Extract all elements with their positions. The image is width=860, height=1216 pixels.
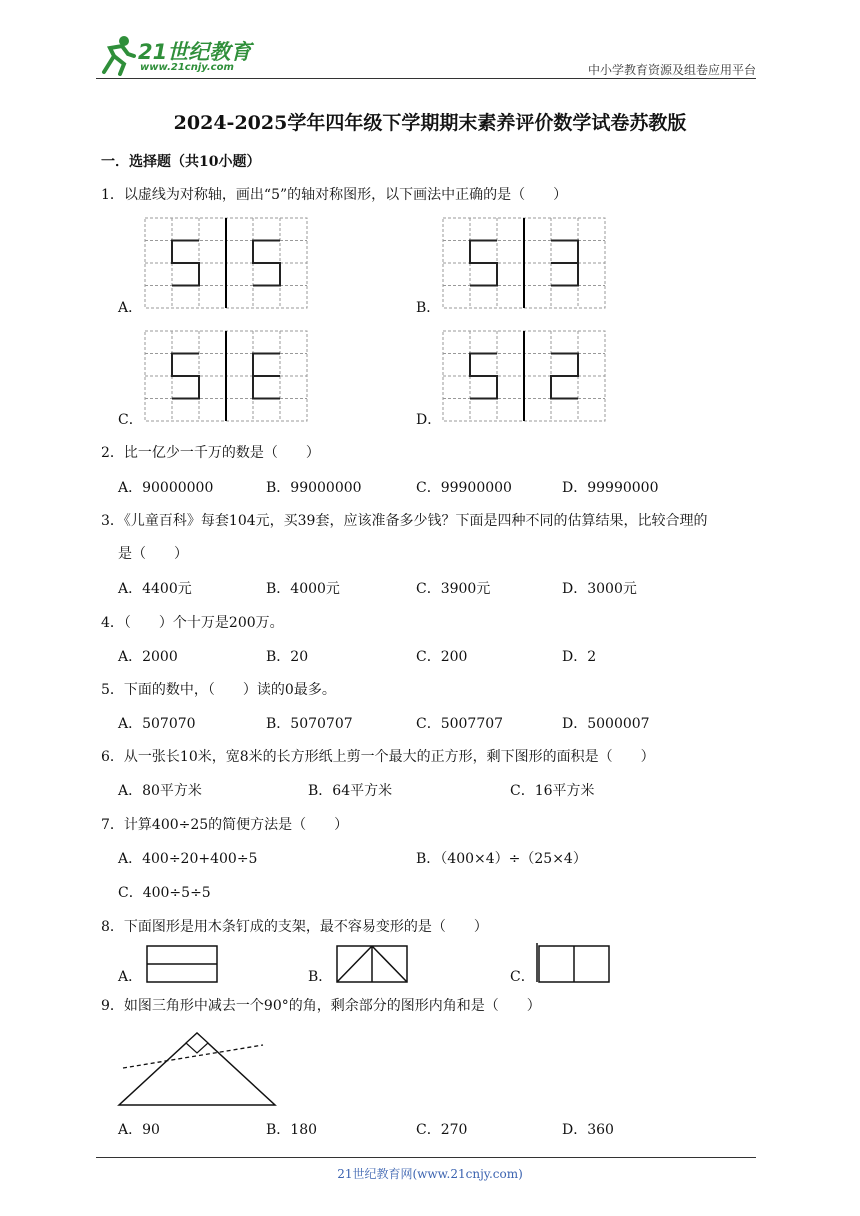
q1-figure-c <box>145 331 307 421</box>
q1-option-d[interactable]: D． <box>416 412 442 428</box>
header-divider <box>96 78 756 79</box>
footer-divider <box>96 1157 756 1158</box>
q1-figure-d <box>443 331 605 421</box>
q5-option-c[interactable]: C．5007707 <box>416 716 504 732</box>
section-heading: 一．选择题（共10小题） <box>101 154 261 170</box>
question-2: 2．比一亿少一千万的数是（ ） <box>101 445 320 461</box>
question-3-cont: 是（ ） <box>118 546 188 562</box>
question-6: 6．从一张长10米，宽8米的长方形纸上剪一个最大的正方形，剩下图形的面积是（ ） <box>101 749 655 765</box>
q6-option-b[interactable]: B．64平方米 <box>308 783 393 799</box>
question-1: 1．以虚线为对称轴，画出“5”的轴对称图形，以下画法中正确的是（ ） <box>101 187 568 203</box>
q9-option-d[interactable]: D．360 <box>562 1122 614 1138</box>
q2-option-a[interactable]: A．90000000 <box>118 480 214 496</box>
q4-option-b[interactable]: B．20 <box>266 649 309 665</box>
runner-logo-icon <box>96 34 136 74</box>
q5-option-a[interactable]: A．507070 <box>118 716 196 732</box>
q7-option-b[interactable]: B．（400×4）÷（25×4） <box>416 851 587 867</box>
q3-option-d[interactable]: D．3000元 <box>562 581 637 597</box>
q9-option-c[interactable]: C．270 <box>416 1122 468 1138</box>
q6-option-c[interactable]: C．16平方米 <box>510 783 595 799</box>
q5-option-b[interactable]: B．5070707 <box>266 716 353 732</box>
q3-option-a[interactable]: A．4400元 <box>118 581 192 597</box>
q1-option-c[interactable]: C． <box>118 412 143 428</box>
q2-option-d[interactable]: D．99990000 <box>562 480 659 496</box>
q2-option-b[interactable]: B．99000000 <box>266 480 362 496</box>
q8-figure-a <box>146 945 218 983</box>
q1-figure-a <box>145 218 307 308</box>
footer-link[interactable]: 21世纪教育网(www.21cnjy.com) <box>337 1167 523 1181</box>
q9-option-b[interactable]: B．180 <box>266 1122 318 1138</box>
q8-option-a[interactable]: A． <box>118 969 143 985</box>
q7-option-c[interactable]: C．400÷5÷5 <box>118 885 211 901</box>
question-7: 7．计算400÷25的简便方法是（ ） <box>101 817 349 833</box>
question-3: 3．《儿童百科》每套104元，买39套，应该准备多少钱？下面是四种不同的估算结果，比较合理的 <box>101 513 708 529</box>
question-8: 8．下面图形是用木条钉成的支架，最不容易变形的是（ ） <box>101 919 488 935</box>
platform-name: 中小学教育资源及组卷应用平台 <box>587 63 756 77</box>
question-5: 5．下面的数中，（ ）读的0最多。 <box>101 682 336 698</box>
q8-figure-c <box>536 943 610 983</box>
question-4: 4．（ ）个十万是200万。 <box>101 615 284 631</box>
q3-option-b[interactable]: B．4000元 <box>266 581 340 597</box>
q9-option-a[interactable]: A．90 <box>118 1122 160 1138</box>
logo-sub-text: www.21cnjy.com <box>140 62 234 73</box>
q9-triangle-figure <box>117 1025 277 1107</box>
site-logo <box>96 34 266 78</box>
q2-option-c[interactable]: C．99900000 <box>416 480 512 496</box>
q5-option-d[interactable]: D．5000007 <box>562 716 650 732</box>
q4-option-c[interactable]: C．200 <box>416 649 468 665</box>
q4-option-d[interactable]: D．2 <box>562 649 597 665</box>
page-title: 2024-2025学年四年级下学期期末素养评价数学试卷苏教版 <box>173 112 687 134</box>
q8-option-b[interactable]: B． <box>308 969 333 985</box>
q1-option-b[interactable]: B． <box>416 300 441 316</box>
q1-option-a[interactable]: A． <box>118 300 143 316</box>
q8-figure-b <box>336 945 408 983</box>
q8-option-c[interactable]: C． <box>510 969 535 985</box>
q6-option-a[interactable]: A．80平方米 <box>118 783 202 799</box>
logo-main-text: 21世纪教育 <box>138 40 252 64</box>
q4-option-a[interactable]: A．2000 <box>118 649 178 665</box>
q1-figure-b <box>443 218 605 308</box>
q3-option-c[interactable]: C．3900元 <box>416 581 491 597</box>
q7-option-a[interactable]: A．400÷20+400÷5 <box>118 851 258 867</box>
question-9: 9．如图三角形中减去一个90°的角，剩余部分的图形内角和是（ ） <box>101 998 541 1014</box>
